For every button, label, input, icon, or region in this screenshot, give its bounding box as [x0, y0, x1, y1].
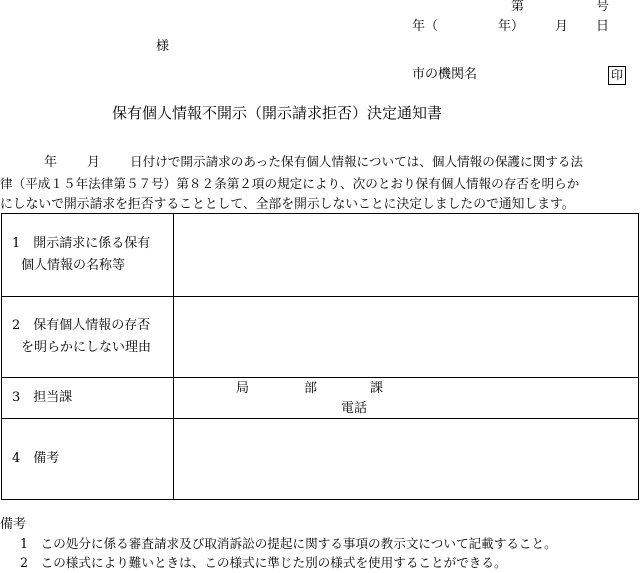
- row-label-line: 個人情報の名称等: [21, 258, 126, 273]
- row-value-remarks[interactable]: [174, 419, 639, 500]
- table-row: [2, 297, 639, 378]
- date-year-era: 年（: [412, 19, 439, 34]
- table-row: [2, 419, 639, 500]
- notes-heading: 備考: [0, 517, 27, 532]
- department-bureau: 局: [236, 381, 250, 396]
- table-row: [2, 214, 639, 297]
- agency-name-label: 市の機関名: [412, 67, 478, 82]
- date-month: 月: [555, 19, 569, 34]
- body-line-2: 律（平成１５年法律第５７号）第８２条第２項の規定により、次のとおり保有個人情報の存否を明らか: [0, 176, 580, 191]
- department-section: 課: [370, 381, 384, 396]
- row-label-line: 2 保有個人情報の存否: [12, 318, 151, 333]
- row-label-department: 3 担当課: [2, 378, 174, 419]
- row-value-reason[interactable]: [174, 297, 639, 378]
- date-year-western: 年）: [498, 19, 525, 34]
- row-label-line: 1 開示請求に係る保有: [12, 236, 151, 251]
- row-label-reason: [2, 297, 174, 378]
- row-value-target-info[interactable]: [174, 214, 639, 297]
- body-year: 年: [44, 155, 58, 170]
- department-division: 部: [304, 381, 318, 396]
- decision-table: [1, 213, 639, 500]
- row-label-target-info: [2, 214, 174, 297]
- table-row: [2, 378, 639, 419]
- body-month: 月: [87, 155, 101, 170]
- document-title: 保有個人情報不開示（開示請求拒否）決定通知書: [112, 104, 443, 122]
- seal-box: 印: [608, 66, 626, 85]
- row-label-line: を明らかにしない理由: [21, 340, 152, 355]
- body-line-1: 日付けで開示請求のあった保有個人情報については、個人情報の保護に関する法: [130, 154, 583, 169]
- notes-item-2: 2 この様式により難いときは、この様式に準じた別の様式を使用することができる。: [20, 555, 507, 570]
- addressee-suffix: 様: [156, 39, 170, 54]
- department-phone: 電話: [341, 401, 368, 416]
- number-prefix: 第: [511, 0, 525, 14]
- row-label-remarks: 4 備考: [2, 419, 174, 500]
- number-suffix: 号: [596, 0, 610, 14]
- row-value-department[interactable]: [174, 378, 639, 419]
- notes-item-1: 1 この処分に係る審査請求及び取消訴訟の提起に関する事項の教示文について記載すること。: [20, 536, 557, 551]
- date-day: 日: [596, 19, 610, 34]
- body-line-3: にしないで開示請求を拒否することとして、全部を開示しないことに決定しましたので通知します。: [0, 197, 575, 212]
